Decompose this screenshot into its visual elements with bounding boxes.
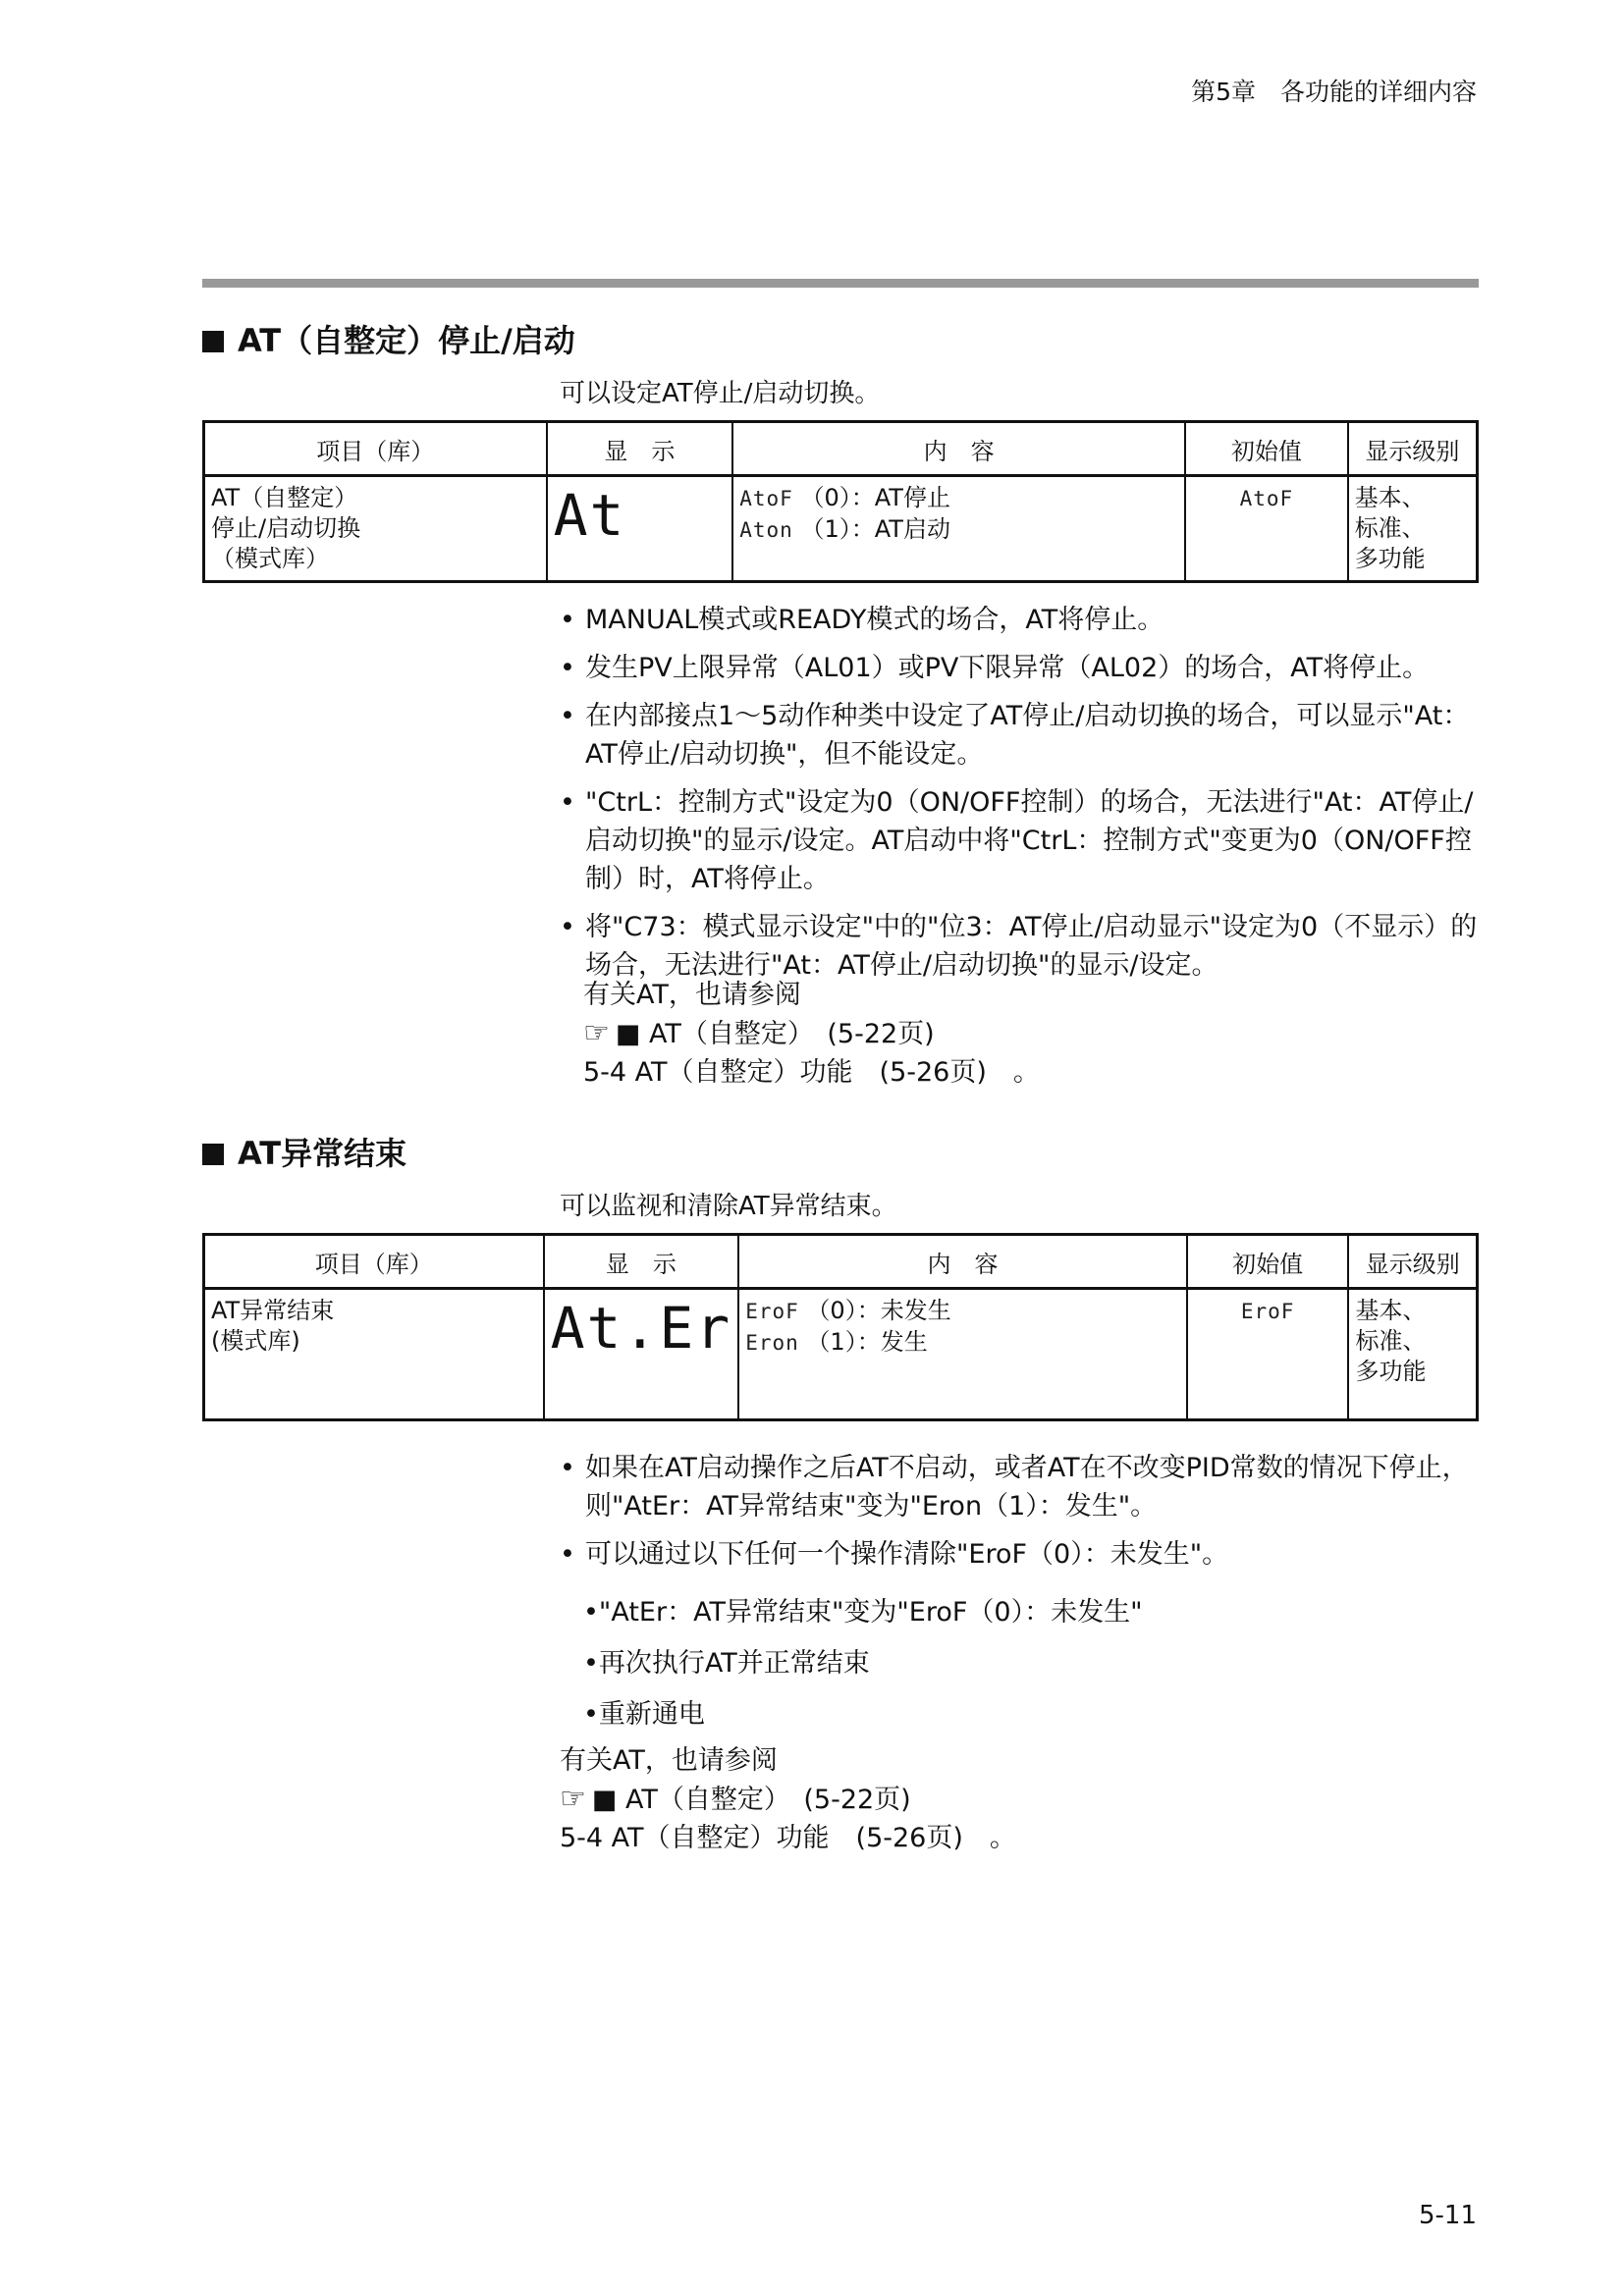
header-initial: 初始值 xyxy=(1187,1235,1349,1289)
header-item: 项目（库） xyxy=(204,1235,544,1289)
display-cell xyxy=(544,1289,739,1420)
content-line: Eron （1）：发生 xyxy=(745,1328,928,1356)
list-item: • 可以通过以下任何一个操作清除"EroF（0）：未发生"。 xyxy=(560,1539,1229,1570)
reference-link[interactable]: 5-4 AT（自整定）功能 (5-26页) 。 xyxy=(583,1057,1040,1088)
content-cell xyxy=(732,476,1185,582)
item-line: （模式库） xyxy=(211,545,329,572)
list-item: • 在内部接点1～5动作种类中设定了AT停止/启动切换的场合，可以显示"At：AT停止/启动切换"，但不能设定。 xyxy=(560,701,1470,770)
level-cell: 基本、 标准、 多功能 xyxy=(1348,476,1478,582)
segment-display: At.Er xyxy=(550,1295,732,1362)
list-item: • 如果在AT启动操作之后AT不启动，或者AT在不改变PID常数的情况下停止，则"AtEr：AT异常结束"变为"Eron（1）：发生"。 xyxy=(560,1453,1469,1522)
level-cell: 基本、 标准、 多功能 xyxy=(1348,1289,1477,1420)
display-cell xyxy=(547,476,733,582)
notes-list-at xyxy=(560,601,1483,994)
header-display: 显 示 xyxy=(544,1235,739,1289)
item-cell xyxy=(204,1289,544,1420)
content-line: Aton （1）：AT启动 xyxy=(739,515,950,543)
content-line: AtoF （0）：AT停止 xyxy=(739,484,950,511)
item-line: AT（自整定） xyxy=(211,484,358,511)
see-also-block xyxy=(583,976,1487,1092)
square-bullet-icon xyxy=(202,1144,224,1165)
table-header-row xyxy=(204,1235,1478,1289)
see-also-text: 有关AT，也请参阅 xyxy=(560,1745,778,1776)
list-item: • "CtrL：控制方式"设定为0（ON/OFF控制）的场合，无法进行"At：AT停止/启动切换"的显示/设定。AT启动中将"CtrL：控制方式"变更为0（ON/OFF控制）时，AT将停止。 xyxy=(560,787,1474,894)
item-cell xyxy=(204,476,547,582)
section-divider xyxy=(202,279,1479,288)
header-level: 显示级别 xyxy=(1348,1235,1477,1289)
table-row xyxy=(204,476,1478,582)
content-line: EroF （0）：未发生 xyxy=(745,1297,951,1324)
section-title-at-start-stop xyxy=(202,316,575,361)
header-display: 显 示 xyxy=(547,422,733,476)
header-initial: 初始值 xyxy=(1185,422,1348,476)
sub-item: •再次执行AT并正常结束 xyxy=(583,1648,870,1679)
sub-item: •"AtEr：AT异常结束"变为"EroF（0）：未发生" xyxy=(583,1597,1143,1628)
content-cell xyxy=(738,1289,1187,1420)
header-content: 内 容 xyxy=(738,1235,1187,1289)
item-line: (模式库) xyxy=(211,1327,300,1355)
see-also-text: 有关AT，也请参阅 xyxy=(583,980,801,1010)
list-item: • MANUAL模式或READY模式的场合，AT将停止。 xyxy=(560,605,1164,635)
initial-cell: EroF xyxy=(1187,1289,1349,1420)
sub-item: •重新通电 xyxy=(583,1699,705,1730)
pointing-hand-icon: ☞ xyxy=(583,1016,610,1050)
header-item: 项目（库） xyxy=(204,422,547,476)
segment-display: At xyxy=(553,482,626,549)
reference-link[interactable]: 5-4 AT（自整定）功能 (5-26页) 。 xyxy=(560,1823,1016,1853)
pointing-hand-icon: ☞ xyxy=(560,1782,586,1816)
parameter-table-at-error xyxy=(202,1233,1479,1421)
section-title-at-error xyxy=(202,1129,406,1174)
section-title-text: AT异常结束 xyxy=(238,1135,407,1172)
header-level: 显示级别 xyxy=(1348,422,1478,476)
notes-list-at-error xyxy=(560,1449,1483,1583)
reference-link[interactable]: ☞ ■ AT（自整定） (5-22页) xyxy=(560,1782,911,1816)
see-also-block xyxy=(560,1741,1463,1857)
header-content: 内 容 xyxy=(732,422,1185,476)
list-item: • 将"C73：模式显示设定"中的"位3：AT停止/启动显示"设定为0（不显示）的场合，无法进行"At：AT停止/启动切换"的显示/设定。 xyxy=(560,912,1478,981)
page-number: 5-11 xyxy=(1418,2201,1477,2230)
chapter-header: 第5章 各功能的详细内容 xyxy=(1191,78,1477,106)
section-title-text: AT（自整定）停止/启动 xyxy=(238,322,575,359)
list-item: • 发生PV上限异常（AL01）或PV下限异常（AL02）的场合，AT将停止。 xyxy=(560,653,1430,683)
item-line: 停止/启动切换 xyxy=(211,514,361,542)
item-line: AT异常结束 xyxy=(211,1297,335,1324)
section-intro: 可以监视和清除AT异常结束。 xyxy=(560,1192,897,1221)
table-row xyxy=(204,1289,1478,1420)
section-intro: 可以设定AT停止/启动切换。 xyxy=(560,379,881,408)
square-bullet-icon xyxy=(202,331,224,352)
table-header-row xyxy=(204,422,1478,476)
initial-cell: AtoF xyxy=(1185,476,1348,582)
parameter-table-at xyxy=(202,420,1479,583)
reference-link[interactable]: ☞ ■ AT（自整定） (5-22页) xyxy=(583,1016,935,1050)
